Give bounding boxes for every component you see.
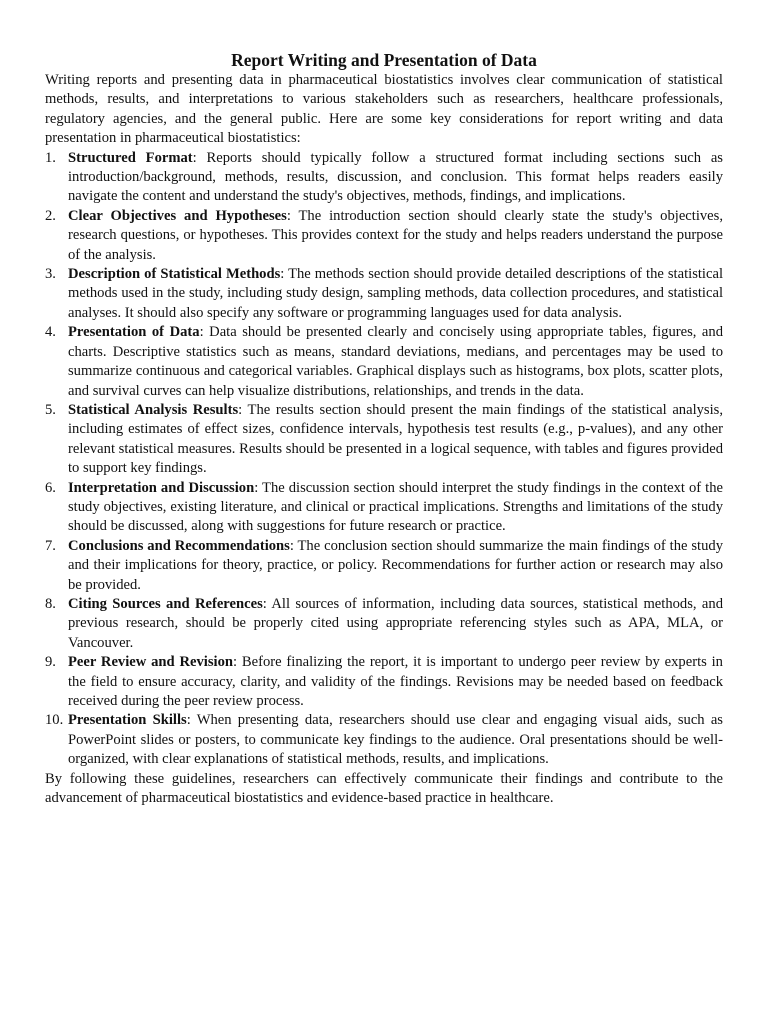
list-item-term: Conclusions and Recommendations <box>68 537 290 554</box>
list-item-number: 9. <box>45 654 56 671</box>
list-item <box>45 401 723 479</box>
list-item-text: : Data should be presented clearly and concisely using appropriate tables, figures, and charts. Descriptive statistics such as means, standard deviations, medians, and percentages may be used to summarize continuous and categorical variables. Graphical displays such as histograms, box plots, scatter plots, and survival curves can help visualize distributions, relationships, and trends in the data. <box>68 324 724 399</box>
list-item-number: 3. <box>45 266 56 283</box>
list-item-text: : The introduction section should clearly state the study's objectives, research questions, or hypotheses. This provides context for the study and helps readers understand the purpose of the analysis. <box>68 207 723 263</box>
list-item-number: 1. <box>45 149 56 166</box>
list-item-term: Structured Format <box>68 149 193 166</box>
list-item-term: Interpretation and Discussion <box>68 479 255 496</box>
list-item-text: : When presenting data, researchers should use clear and engaging visual aids, such as PowerPoint slides or posters, to communicate key findings to the audience. Oral presentations should be well-organized, with clear explanations of statistical methods, results, and implications. <box>68 712 723 768</box>
list-item-term: Presentation Skills <box>68 712 187 729</box>
list-item-text: : All sources of information, including data sources, statistical methods, and previous research, should be properly cited using appropriate referencing styles such as APA, MLA, or Vancouver. <box>68 595 723 651</box>
list-item <box>45 323 723 401</box>
list-item <box>45 711 723 769</box>
list-item <box>45 479 723 537</box>
list-item-term: Peer Review and Revision <box>68 654 233 671</box>
considerations-list <box>45 149 723 770</box>
list-item-text: : The methods section should provide detailed descriptions of the statistical methods used in the study, including study design, sampling methods, data collection procedures, and statistical analyses. It should also specify any software or programming languages used for data analysis. <box>68 266 723 321</box>
list-item-number: 10. <box>45 712 64 729</box>
list-item-text: : The results section should present the main findings of the statistical analysis, including estimates of effect sizes, confidence intervals, hypothesis test results (e.g., p-values), and any other relevant statistical measures. Results should be presented in a logical sequence, with tables and figures provided to support key findings. <box>68 401 723 477</box>
list-item-number: 4. <box>45 324 56 341</box>
list-item <box>45 595 723 653</box>
list-item <box>45 149 723 207</box>
list-item-text: : Reports should typically follow a structured format including sections such as introduction/background, methods, results, discussion, and conclusion. This format helps readers easily navigate the content and understand the study's objectives, methods, findings, and implications. <box>68 149 723 205</box>
list-item-number: 7. <box>45 537 56 554</box>
document-page <box>45 50 723 808</box>
list-item-number: 6. <box>45 479 56 496</box>
list-item-term: Description of Statistical Methods <box>68 266 281 283</box>
list-item <box>45 207 723 265</box>
list-item-term: Presentation of Data <box>68 324 200 341</box>
document-title: Report Writing and Presentation of Data <box>231 50 537 70</box>
list-item-term: Statistical Analysis Results <box>68 401 239 418</box>
list-item <box>45 265 723 323</box>
conclusion-paragraph: By following these guidelines, researchers can effectively communicate their findings and contribute to the advancement of pharmaceutical biostatistics and evidence-based practice in healthcare. <box>45 770 723 807</box>
list-item-term: Citing Sources and References <box>68 595 263 612</box>
list-item-text: : Before finalizing the report, it is important to undergo peer review by experts in the field to ensure accuracy, clarity, and validity of the findings. Revisions may be needed based on feedback received during the peer review process. <box>68 654 723 709</box>
list-item <box>45 537 723 595</box>
intro-paragraph: Writing reports and presenting data in pharmaceutical biostatistics involves clear communication of statistical methods, results, and interpretations to various stakeholders such as researchers, healthcare professionals, regulatory agencies, and the general public. Here are some key considerations for report writing and data presentation in pharmaceutical biostatistics: <box>45 72 723 147</box>
list-item-term: Clear Objectives and Hypotheses <box>68 207 287 224</box>
list-item-number: 5. <box>45 401 56 418</box>
list-item-number: 8. <box>45 595 56 612</box>
list-item-text: : The discussion section should interpret the study findings in the context of the study objectives, existing literature, and clinical or practical implications. Strengths and limitations of the study should be discussed, along with suggestions for future research or practice. <box>68 479 724 535</box>
list-item-text: : The conclusion section should summarize the main findings of the study and their implications for theory, practice, or policy. Recommendations for further action or research may also be provided. <box>68 537 723 593</box>
list-item <box>45 653 723 711</box>
list-item-number: 2. <box>45 207 56 224</box>
